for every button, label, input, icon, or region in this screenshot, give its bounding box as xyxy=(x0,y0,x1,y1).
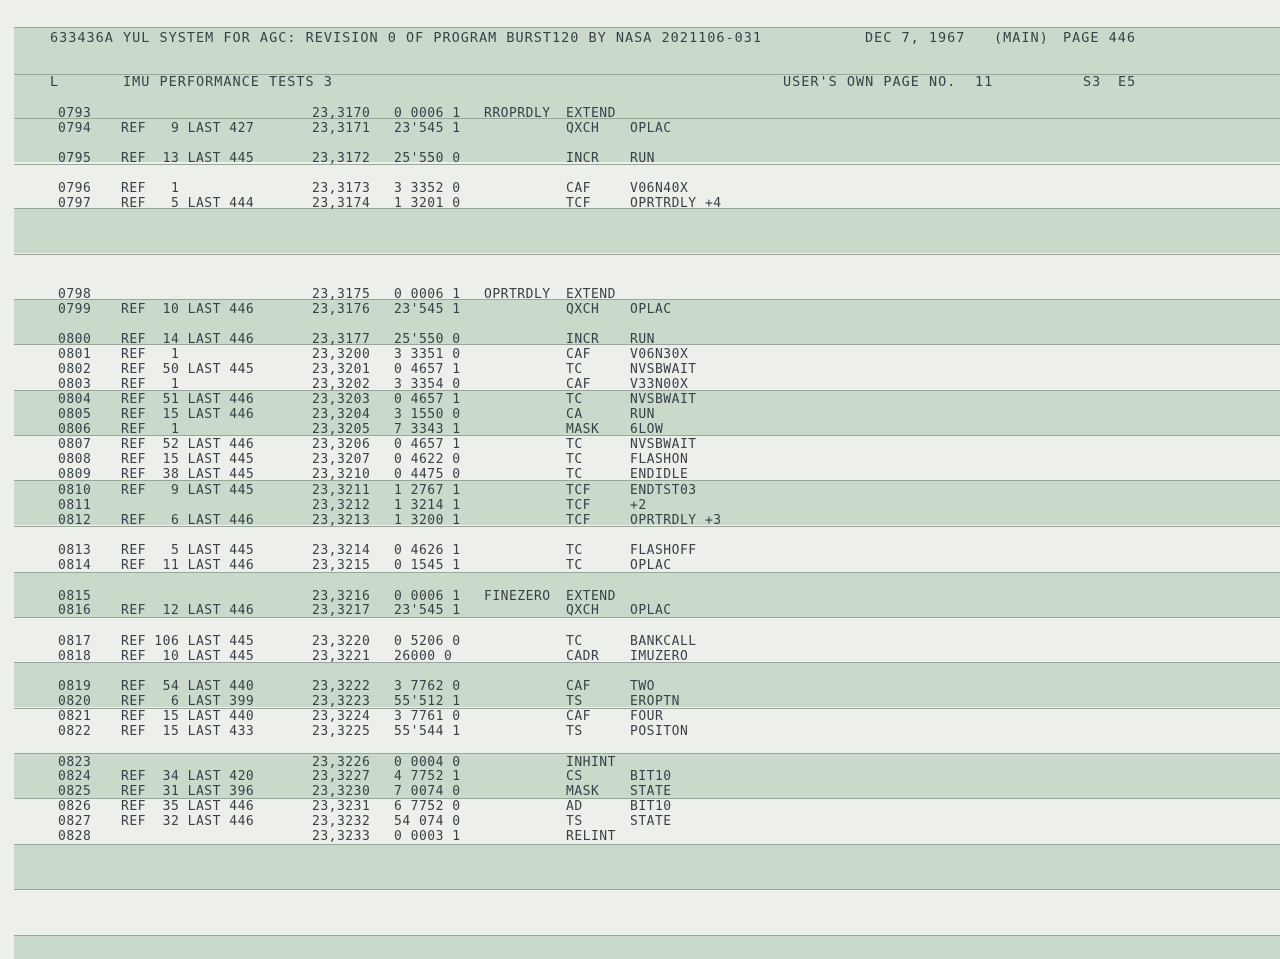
line-operand: NVSBWAIT xyxy=(630,437,697,452)
line-word: 0 5206 0 xyxy=(394,634,461,649)
line-ref: REF 51 LAST 446 xyxy=(121,392,255,407)
line-op: TC xyxy=(566,558,583,573)
line-operand: OPRTRDLY +4 xyxy=(630,196,722,211)
line-addr: 23,3170 xyxy=(312,106,371,121)
line-operand: FOUR xyxy=(630,709,664,724)
line-word: 1 3201 0 xyxy=(394,196,461,211)
line-addr: 23,3203 xyxy=(312,392,371,407)
line-op: RELINT xyxy=(566,829,616,844)
line-n: 0800 xyxy=(58,332,92,347)
line-op: INHINT xyxy=(566,755,616,770)
line-operand: STATE xyxy=(630,814,672,829)
line-ref: REF 13 LAST 445 xyxy=(121,151,255,166)
line-operand: IMUZERO xyxy=(630,649,689,664)
line-n: 0817 xyxy=(58,634,92,649)
line-word: 3 1550 0 xyxy=(394,407,461,422)
line-addr: 23,3213 xyxy=(312,513,371,528)
line-n: 0795 xyxy=(58,151,92,166)
line-op: MASK xyxy=(566,422,600,437)
line-op: TCF xyxy=(566,483,591,498)
line-word: 1 3200 1 xyxy=(394,513,461,528)
line-n: 0812 xyxy=(58,513,92,528)
line-addr: 23,3221 xyxy=(312,649,371,664)
line-ref: REF 5 LAST 445 xyxy=(121,543,255,558)
line-operand: STATE xyxy=(630,784,672,799)
line-operand: EROPTN xyxy=(630,694,680,709)
greenbar-rule xyxy=(14,844,1280,845)
line-word: 1 2767 1 xyxy=(394,483,461,498)
line-n: 0828 xyxy=(58,829,92,844)
line-op: CAF xyxy=(566,181,591,196)
line-operand: OPLAC xyxy=(630,121,672,136)
line-op: CADR xyxy=(566,649,600,664)
line-operand: RUN xyxy=(630,332,655,347)
line-n: 0809 xyxy=(58,467,92,482)
line-word: 0 0006 1 xyxy=(394,589,461,604)
line-word: 0 4657 1 xyxy=(394,392,461,407)
line-addr: 23,3212 xyxy=(312,498,371,513)
line-n: 0797 xyxy=(58,196,92,211)
line-ref: REF 9 LAST 445 xyxy=(121,483,255,498)
line-ref: REF 32 LAST 446 xyxy=(121,814,255,829)
line-addr: 23,3204 xyxy=(312,407,371,422)
line-addr: 23,3224 xyxy=(312,709,371,724)
line-word: 0 0003 1 xyxy=(394,829,461,844)
line-word: 23'545 1 xyxy=(394,121,461,136)
line-ref: REF 6 LAST 399 xyxy=(121,694,255,709)
greenbar-rule xyxy=(14,118,1280,119)
line-op: CAF xyxy=(566,709,591,724)
line-word: 26000 0 xyxy=(394,649,453,664)
line-ref: REF 1 xyxy=(121,181,180,196)
line-addr: 23,3206 xyxy=(312,437,371,452)
line-addr: 23,3207 xyxy=(312,452,371,467)
line-addr: 23,3175 xyxy=(312,287,371,302)
line-word: 3 3354 0 xyxy=(394,377,461,392)
line-addr: 23,3233 xyxy=(312,829,371,844)
line-n: 0804 xyxy=(58,392,92,407)
line-addr: 23,3226 xyxy=(312,755,371,770)
line-operand: OPLAC xyxy=(630,603,672,618)
line-n: 0820 xyxy=(58,694,92,709)
line-addr: 23,3223 xyxy=(312,694,371,709)
greenbar-band xyxy=(14,844,1280,889)
line-n: 0825 xyxy=(58,784,92,799)
line-operand: OPRTRDLY +3 xyxy=(630,513,722,528)
line-op: TC xyxy=(566,543,583,558)
line-n: 0816 xyxy=(58,603,92,618)
line-operand: RUN xyxy=(630,407,655,422)
line-operand: FLASHOFF xyxy=(630,543,697,558)
line-n: 0810 xyxy=(58,483,92,498)
subheader-marker: L xyxy=(50,74,60,90)
listing-date: DEC 7, 1967 xyxy=(865,30,966,46)
line-op: TCF xyxy=(566,196,591,211)
line-n: 0827 xyxy=(58,814,92,829)
line-n: 0802 xyxy=(58,362,92,377)
line-n: 0794 xyxy=(58,121,92,136)
line-word: 0 4622 0 xyxy=(394,452,461,467)
line-n: 0813 xyxy=(58,543,92,558)
line-op: TC xyxy=(566,467,583,482)
line-op: INCR xyxy=(566,332,600,347)
line-n: 0824 xyxy=(58,769,92,784)
line-word: 25'550 0 xyxy=(394,332,461,347)
line-label: RROPRDLY xyxy=(484,106,551,121)
line-word: 23'545 1 xyxy=(394,603,461,618)
line-op: AD xyxy=(566,799,583,814)
line-word: 54 074 0 xyxy=(394,814,461,829)
line-word: 0 0006 1 xyxy=(394,287,461,302)
line-op: QXCH xyxy=(566,302,600,317)
line-ref: REF 15 LAST 433 xyxy=(121,724,255,739)
line-addr: 23,3227 xyxy=(312,769,371,784)
line-n: 0805 xyxy=(58,407,92,422)
line-word: 55'512 1 xyxy=(394,694,461,709)
line-ref: REF 11 LAST 446 xyxy=(121,558,255,573)
line-op: TS xyxy=(566,814,583,829)
line-addr: 23,3205 xyxy=(312,422,371,437)
line-addr: 23,3222 xyxy=(312,679,371,694)
line-op: EXTEND xyxy=(566,589,616,604)
line-operand: ENDTST03 xyxy=(630,483,697,498)
line-addr: 23,3214 xyxy=(312,543,371,558)
line-n: 0814 xyxy=(58,558,92,573)
line-operand: OPLAC xyxy=(630,302,672,317)
line-addr: 23,3173 xyxy=(312,181,371,196)
line-word: 0 0006 1 xyxy=(394,106,461,121)
greenbar-rule xyxy=(14,254,1280,255)
line-op: TS xyxy=(566,724,583,739)
line-op: QXCH xyxy=(566,121,600,136)
line-ref: REF 35 LAST 446 xyxy=(121,799,255,814)
line-ref: REF 12 LAST 446 xyxy=(121,603,255,618)
line-addr: 23,3177 xyxy=(312,332,371,347)
line-op: TCF xyxy=(566,513,591,528)
line-word: 3 3352 0 xyxy=(394,181,461,196)
line-addr: 23,3231 xyxy=(312,799,371,814)
line-ref: REF 10 LAST 445 xyxy=(121,649,255,664)
line-ref: REF 5 LAST 444 xyxy=(121,196,255,211)
line-word: 0 4657 1 xyxy=(394,437,461,452)
listing-header: 633436A YUL SYSTEM FOR AGC: REVISION 0 OF PROGRAM BURST120 BY NASA 2021106-031 xyxy=(50,30,762,46)
page-number: PAGE 446 xyxy=(1063,30,1137,46)
line-addr: 23,3202 xyxy=(312,377,371,392)
line-n: 0807 xyxy=(58,437,92,452)
line-n: 0799 xyxy=(58,302,92,317)
line-ref: REF 1 xyxy=(121,422,180,437)
line-n: 0822 xyxy=(58,724,92,739)
line-ref: REF 10 LAST 446 xyxy=(121,302,255,317)
line-op: MASK xyxy=(566,784,600,799)
line-n: 0793 xyxy=(58,106,92,121)
line-op: EXTEND xyxy=(566,287,616,302)
line-label: OPRTRDLY xyxy=(484,287,551,302)
line-word: 4 7752 1 xyxy=(394,769,461,784)
line-op: QXCH xyxy=(566,603,600,618)
line-word: 3 7762 0 xyxy=(394,679,461,694)
line-operand: BIT10 xyxy=(630,799,672,814)
line-addr: 23,3211 xyxy=(312,483,371,498)
line-op: TC xyxy=(566,362,583,377)
line-op: CA xyxy=(566,407,583,422)
line-operand: ENDIDLE xyxy=(630,467,689,482)
line-ref: REF 52 LAST 446 xyxy=(121,437,255,452)
line-addr: 23,3230 xyxy=(312,784,371,799)
line-word: 3 7761 0 xyxy=(394,709,461,724)
line-op: CAF xyxy=(566,347,591,362)
users-page-label: USER'S OWN PAGE NO. xyxy=(783,74,957,90)
line-op: TS xyxy=(566,694,583,709)
line-op: TC xyxy=(566,437,583,452)
line-word: 3 3351 0 xyxy=(394,347,461,362)
line-addr: 23,3216 xyxy=(312,589,371,604)
line-n: 0801 xyxy=(58,347,92,362)
line-n: 0821 xyxy=(58,709,92,724)
line-word: 0 4626 1 xyxy=(394,543,461,558)
line-n: 0811 xyxy=(58,498,92,513)
line-addr: 23,3174 xyxy=(312,196,371,211)
line-ref: REF 6 LAST 446 xyxy=(121,513,255,528)
line-op: INCR xyxy=(566,151,600,166)
users-page-number: 11 xyxy=(975,74,994,90)
line-op: CS xyxy=(566,769,583,784)
line-ref: REF 1 xyxy=(121,347,180,362)
greenbar-rule xyxy=(14,889,1280,890)
greenbar-rule xyxy=(14,753,1280,754)
line-operand: FLASHON xyxy=(630,452,689,467)
line-ref: REF 38 LAST 445 xyxy=(121,467,255,482)
line-word: 7 0074 0 xyxy=(394,784,461,799)
line-n: 0796 xyxy=(58,181,92,196)
line-addr: 23,3217 xyxy=(312,603,371,618)
line-operand: V06N40X xyxy=(630,181,689,196)
line-addr: 23,3215 xyxy=(312,558,371,573)
greenbar-rule xyxy=(14,27,1280,28)
line-ref: REF 15 LAST 446 xyxy=(121,407,255,422)
line-operand: BIT10 xyxy=(630,769,672,784)
line-ref: REF 54 LAST 440 xyxy=(121,679,255,694)
line-ref: REF 1 xyxy=(121,377,180,392)
line-addr: 23,3225 xyxy=(312,724,371,739)
line-n: 0806 xyxy=(58,422,92,437)
greenbar-band xyxy=(14,935,1280,959)
section-title: IMU PERFORMANCE TESTS 3 xyxy=(123,74,333,90)
line-word: 25'550 0 xyxy=(394,151,461,166)
e-code: E5 xyxy=(1118,74,1137,90)
line-word: 0 0004 0 xyxy=(394,755,461,770)
line-ref: REF 31 LAST 396 xyxy=(121,784,255,799)
line-word: 55'544 1 xyxy=(394,724,461,739)
line-n: 0826 xyxy=(58,799,92,814)
line-addr: 23,3172 xyxy=(312,151,371,166)
line-operand: V06N30X xyxy=(630,347,689,362)
line-addr: 23,3176 xyxy=(312,302,371,317)
line-n: 0819 xyxy=(58,679,92,694)
line-operand: 6LOW xyxy=(630,422,664,437)
line-ref: REF 14 LAST 446 xyxy=(121,332,255,347)
greenbar-rule xyxy=(14,935,1280,936)
line-word: 1 3214 1 xyxy=(394,498,461,513)
line-op: EXTEND xyxy=(566,106,616,121)
line-operand: +2 xyxy=(630,498,647,513)
line-n: 0823 xyxy=(58,755,92,770)
line-operand: OPLAC xyxy=(630,558,672,573)
line-op: CAF xyxy=(566,377,591,392)
line-ref: REF 9 LAST 427 xyxy=(121,121,255,136)
line-addr: 23,3171 xyxy=(312,121,371,136)
greenbar-band xyxy=(14,208,1280,253)
s-code: S3 xyxy=(1083,74,1102,90)
line-operand: TWO xyxy=(630,679,655,694)
line-word: 7 3343 1 xyxy=(394,422,461,437)
line-operand: NVSBWAIT xyxy=(630,392,697,407)
line-n: 0803 xyxy=(58,377,92,392)
line-n: 0818 xyxy=(58,649,92,664)
line-op: CAF xyxy=(566,679,591,694)
line-n: 0798 xyxy=(58,287,92,302)
line-operand: POSITON xyxy=(630,724,689,739)
line-operand: RUN xyxy=(630,151,655,166)
line-ref: REF 50 LAST 445 xyxy=(121,362,255,377)
line-word: 6 7752 0 xyxy=(394,799,461,814)
line-operand: NVSBWAIT xyxy=(630,362,697,377)
line-ref: REF 106 LAST 445 xyxy=(121,634,255,649)
line-op: TC xyxy=(566,634,583,649)
line-word: 0 1545 1 xyxy=(394,558,461,573)
line-addr: 23,3232 xyxy=(312,814,371,829)
line-operand: V33N00X xyxy=(630,377,689,392)
line-label: FINEZERO xyxy=(484,589,551,604)
line-ref: REF 34 LAST 420 xyxy=(121,769,255,784)
line-addr: 23,3200 xyxy=(312,347,371,362)
line-word: 23'545 1 xyxy=(394,302,461,317)
greenbar-rule xyxy=(14,299,1280,300)
listing-main-label: (MAIN) xyxy=(994,30,1049,46)
line-addr: 23,3220 xyxy=(312,634,371,649)
line-op: TC xyxy=(566,392,583,407)
line-ref: REF 15 LAST 445 xyxy=(121,452,255,467)
line-n: 0808 xyxy=(58,452,92,467)
line-word: 0 4657 1 xyxy=(394,362,461,377)
line-ref: REF 15 LAST 440 xyxy=(121,709,255,724)
line-n: 0815 xyxy=(58,589,92,604)
line-operand: BANKCALL xyxy=(630,634,697,649)
line-addr: 23,3210 xyxy=(312,467,371,482)
line-word: 0 4475 0 xyxy=(394,467,461,482)
line-addr: 23,3201 xyxy=(312,362,371,377)
line-op: TCF xyxy=(566,498,591,513)
line-op: TC xyxy=(566,452,583,467)
